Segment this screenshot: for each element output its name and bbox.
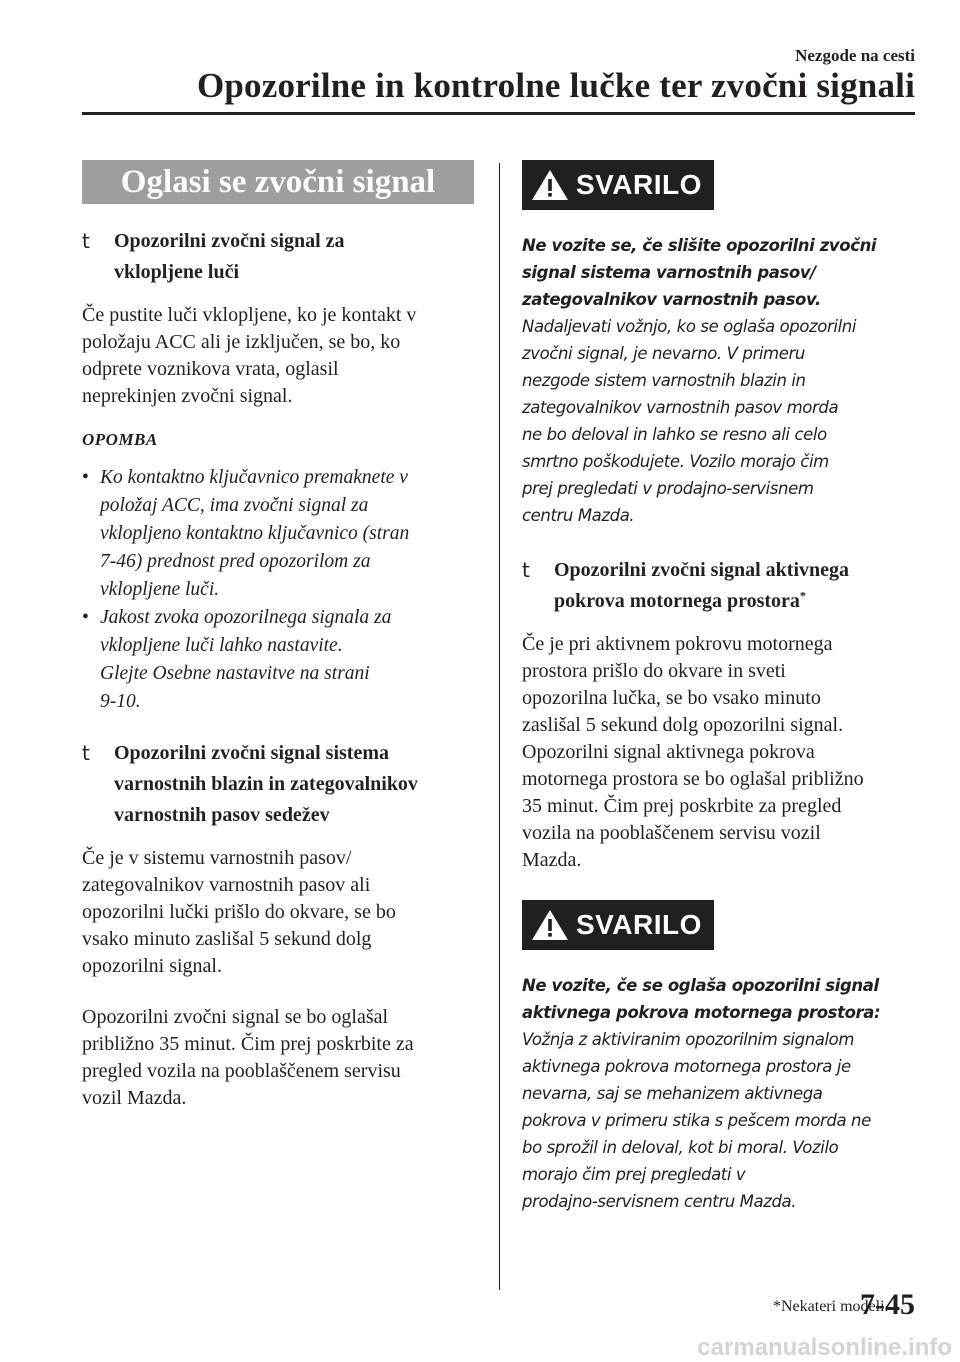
text-line: zategovalnikov varnostnih pasov morda	[522, 398, 839, 417]
text-line: nezgode sistem varnostnih blazin in	[522, 371, 806, 390]
warning-text-seatbelt	[522, 232, 918, 529]
text-line: opozorilna lučka, se bo vsako minuto	[522, 687, 821, 709]
text-line: signal sistema varnostnih pasov/	[522, 263, 816, 282]
text-line: nevarna, saj se mehanizem aktivnega	[522, 1084, 823, 1103]
subheading-airbag-signal	[82, 738, 474, 831]
text-line: Ne vozite, če se oglaša opozorilni signal	[522, 976, 879, 995]
text-line: centru Mazda.	[522, 506, 635, 525]
text-line: odprete voznikova vrata, oglasil	[82, 358, 339, 380]
text-line: Ko kontaktno ključavnico premaknete v	[100, 467, 408, 488]
text-line: prodajno-servisnem centru Mazda.	[522, 1192, 797, 1211]
text-line: ne bo deloval in lahko se resno ali celo	[522, 425, 827, 444]
footnote: *Nekateri modeli.	[773, 1298, 889, 1315]
warning-triangle-icon	[530, 908, 570, 942]
text-line: vklopljene luči lahko nastavite.	[100, 635, 343, 656]
note-item	[82, 604, 474, 716]
text-line: morajo čim prej pregledati v	[522, 1165, 746, 1184]
text-line: prostora prišlo do okvare in sveti	[522, 660, 786, 682]
section-name: Nezgode na cesti	[795, 46, 915, 65]
text-line: položaj ACC, ima zvočni signal za	[100, 495, 369, 516]
left-column	[82, 160, 474, 1132]
airbag-paragraph-2	[82, 1004, 474, 1112]
subheading-active-bonnet-signal	[522, 555, 918, 617]
text-line: vklopljene luči.	[100, 579, 220, 600]
text-line: zvočni signal, je nevarno. V primeru	[522, 344, 805, 363]
subheading-marker-icon: t	[82, 229, 90, 253]
bullet: •	[82, 467, 89, 488]
section-banner: Oglasi se zvočni signal	[82, 160, 474, 204]
text-line: Če je v sistemu varnostnih pasov/	[82, 847, 352, 869]
text-line: vozil Mazda.	[82, 1087, 187, 1109]
text-line: varnostnih blazin in zategovalnikov	[114, 773, 418, 795]
text-line: zategovalnikov varnostnih pasov.	[522, 290, 821, 309]
warning-badge	[522, 900, 714, 950]
warning-label: SVARILO	[576, 169, 702, 200]
warning-bold-text	[522, 232, 918, 313]
subheading-lights-on-signal	[82, 226, 474, 288]
text-line: zaslišal 5 sekund dolg opozorilni signal.	[522, 714, 844, 736]
text-line: Opozorilni zvočni signal za	[114, 230, 345, 252]
page-title: Opozorilne in kontrolne lučke ter zvočni signali	[196, 66, 915, 105]
warning-italic-text	[522, 1026, 918, 1215]
watermark: carmanualsonline.info	[697, 1334, 952, 1361]
bullet: •	[82, 607, 89, 628]
page-number: 7-45	[860, 1288, 915, 1321]
footnote-asterisk: *	[799, 588, 806, 603]
note-item-text	[100, 464, 474, 604]
subheading-text	[554, 555, 918, 617]
text-line: prej pregledati v prodajno-servisnem	[522, 479, 814, 498]
note-list	[82, 464, 474, 716]
warning-label: SVARILO	[576, 909, 702, 940]
active-bonnet-paragraph	[522, 631, 918, 874]
text-line: Nadaljevati vožnjo, ko se oglaša opozorilni	[522, 317, 856, 336]
warning-triangle-icon	[530, 168, 570, 202]
text-line: Opozorilni zvočni signal sistema	[114, 742, 389, 764]
text-line: pokrova motornega prostora*	[554, 588, 806, 612]
text-line: Mazda.	[522, 849, 582, 871]
text-line: 35 minut. Čim prej poskrbite za pregled	[522, 795, 842, 817]
text-line: Opozorilni zvočni signal se bo oglašal	[82, 1006, 389, 1028]
subheading-text	[114, 738, 474, 831]
note-label: OPOMBA	[82, 430, 158, 449]
warning-badge	[522, 160, 714, 210]
text-line: Opozorilni signal aktivnega pokrova	[522, 741, 815, 763]
note-item	[82, 464, 474, 604]
text-line: aktivnega pokrova motornega prostora je	[522, 1057, 851, 1076]
text-line: zategovalnikov varnostnih pasov ali	[82, 874, 371, 896]
text-line: smrtno poškodujete. Vozilo morajo čim	[522, 452, 829, 471]
text-line: Če je pri aktivnem pokrovu motornega	[522, 633, 833, 655]
warning-bold-text	[522, 972, 918, 1026]
note-item-text	[100, 604, 474, 716]
text-line: Jakost zvoka opozorilnega signala za	[100, 607, 392, 628]
subheading-marker-icon: t	[522, 558, 530, 582]
text-line: vklopljeno kontaktno ključavnico (stran	[100, 523, 410, 544]
airbag-paragraph-1	[82, 845, 474, 980]
text-line: Če pustite luči vklopljene, ko je kontakt v	[82, 304, 417, 326]
subheading-marker-icon: t	[82, 741, 90, 765]
text-line: pokrova v primeru stika s pešcem morda ne	[522, 1111, 871, 1130]
column-divider	[499, 163, 500, 1290]
text-line: opozorilni signal.	[82, 955, 222, 977]
right-column	[522, 160, 918, 1235]
text-line: Glejte Osebne nastavitve na strani	[100, 663, 370, 684]
lights-on-paragraph	[82, 302, 474, 410]
warning-text-active-bonnet	[522, 972, 918, 1215]
header-rule	[82, 112, 915, 115]
text-line: vsako minuto zaslišal 5 sekund dolg	[82, 928, 372, 950]
text-line: 7-46) prednost pred opozorilom za	[100, 551, 371, 572]
text-line: vklopljene luči	[114, 261, 240, 283]
text-line: pregled vozila na pooblaščenem servisu	[82, 1060, 401, 1082]
text-line: približno 35 minut. Čim prej poskrbite za	[82, 1033, 414, 1055]
text-line: neprekinjen zvočni signal.	[82, 385, 293, 407]
text-line: Opozorilni zvočni signal aktivnega	[554, 559, 850, 581]
warning-italic-text	[522, 313, 918, 529]
text-line: položaju ACC ali je izključen, se bo, ko	[82, 331, 401, 353]
text-line: bo sprožil in deloval, kot bi moral. Vozilo	[522, 1138, 839, 1157]
text-line: opozorilni lučki prišlo do okvare, se bo	[82, 901, 396, 923]
text-line: 9-10.	[100, 691, 141, 712]
text-line: Ne vozite se, če slišite opozorilni zvočni	[522, 236, 877, 255]
subheading-text	[114, 226, 474, 288]
text-line: Vožnja z aktiviranim opozorilnim signalom	[522, 1030, 855, 1049]
text-line: motornega prostora se bo oglašal približno	[522, 768, 864, 790]
text-line: aktivnega pokrova motornega prostora:	[522, 1003, 881, 1022]
text-line: vozila na pooblaščenem servisu vozil	[522, 822, 821, 844]
text-line: varnostnih pasov sedežev	[114, 804, 330, 826]
